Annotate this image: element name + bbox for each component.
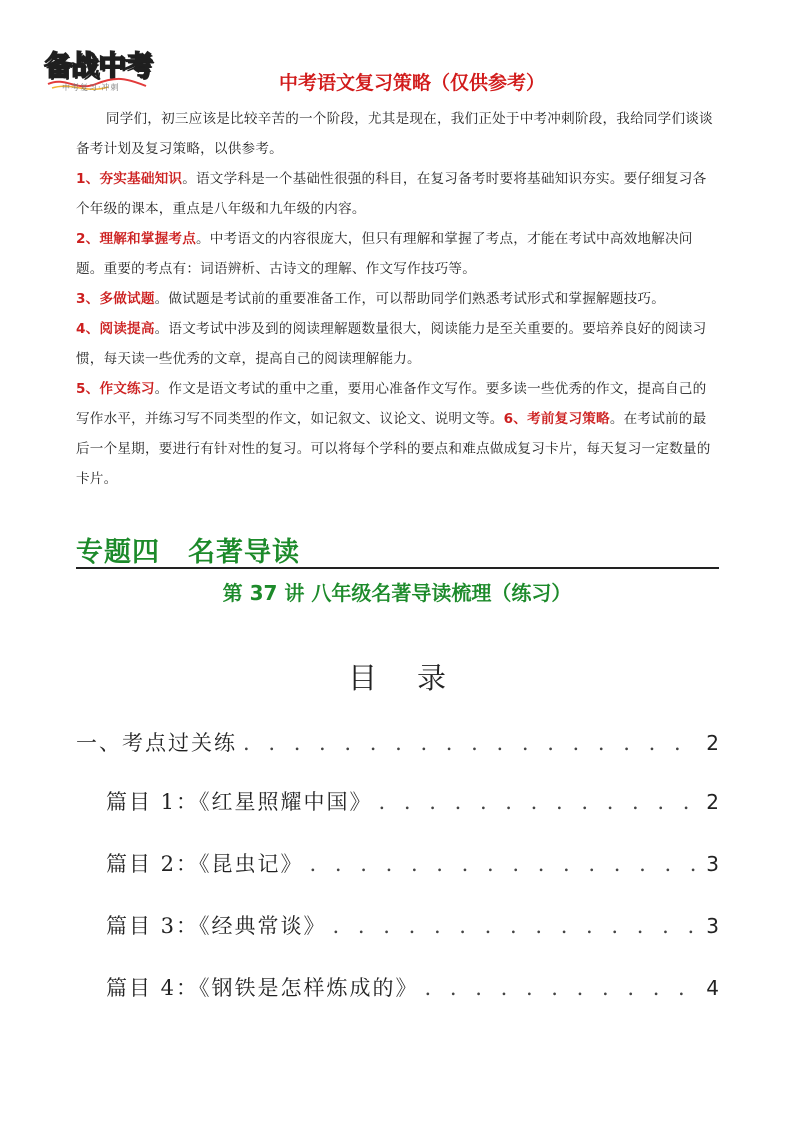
strategy-item-1	[76, 164, 720, 224]
item-number: 2、	[76, 231, 100, 247]
toc-entry-label: 篇目 1：《红星照耀中国》	[106, 790, 373, 814]
strategy-item-3	[76, 284, 720, 314]
item-number: 5、	[76, 381, 100, 397]
item-text: 。语文考试中涉及到的阅读理解题数量很大，阅读能力是至关重要的。要培养良好的阅读习惯，每天读一些优秀的文章，提高自己的阅读理解能力。	[76, 321, 707, 367]
toc-entry-label: 篇目 3：《经典常谈》	[106, 914, 327, 938]
toc-entry-page: 4	[706, 976, 719, 1000]
item-number: 4、	[76, 321, 100, 337]
intro-section	[76, 104, 720, 494]
toc-leader-dots	[379, 790, 701, 814]
lecture-title: 第 37 讲 八年级名著导读梳理（练习）	[222, 581, 572, 605]
toc-entry-label: 篇目 2：《昆虫记》	[106, 852, 304, 876]
item-keyword: 多做试题	[99, 291, 155, 307]
item-keyword: 阅读提高	[99, 321, 155, 337]
toc-entry-label: 一、考点过关练	[76, 731, 237, 755]
strategy-item-5	[76, 374, 720, 494]
item-keyword: 作文练习	[99, 381, 155, 397]
toc-title: 目录	[347, 661, 486, 695]
page-title: 中考语文复习策略（仅供参考）	[278, 72, 545, 94]
strategy-item-2	[76, 224, 720, 284]
item-text: 。中考语文的内容很庞大，但只有理解和掌握了考点，才能在考试中高效地解决问题。重要的考点有：词语辨析、古诗文的理解、作文写作技巧等。	[76, 231, 693, 277]
topic-title: 专题四 名著导读	[76, 537, 300, 568]
toc-entry-page: 3	[706, 852, 719, 876]
toc-leader-dots	[425, 976, 701, 1000]
toc-entry[interactable]	[106, 848, 719, 878]
item-number: 6、	[503, 411, 528, 427]
toc-entry-page: 2	[706, 790, 719, 814]
item-keyword: 考前复习策略	[527, 411, 610, 427]
toc-leader-dots	[243, 731, 700, 755]
item-text: 。做试题是考试前的重要准备工作，可以帮助同学们熟悉考试形式和掌握解题技巧。	[154, 291, 666, 307]
strategy-item-4	[76, 314, 720, 374]
toc-entry[interactable]	[76, 727, 719, 757]
toc-entry[interactable]	[106, 786, 719, 816]
toc-entry-page: 3	[706, 914, 719, 938]
toc-leader-dots	[333, 914, 701, 938]
item-number: 3、	[76, 291, 100, 307]
item-number: 1、	[76, 171, 100, 187]
item-text: 。语文学科是一个基础性很强的科目，在复习备考时要将基础知识夯实。要仔细复习各个年级的课本，重点是八年级和九年级的内容。	[76, 171, 707, 217]
toc-entry-label: 篇目 4：《钢铁是怎样炼成的》	[106, 976, 419, 1000]
toc-leader-dots	[310, 852, 701, 876]
item-keyword: 理解和掌握考点	[99, 231, 197, 247]
intro-paragraph: 同学们，初三应该是比较辛苦的一个阶段，尤其是现在，我们正处于中考冲刺阶段，我给同学们谈谈备考计划及复习策略，以供参考。	[76, 111, 713, 157]
logo-subtitle: 中考复习·冲刺	[62, 83, 120, 92]
topic-divider	[76, 567, 719, 569]
item-text: 。作文是语文考试的重中之重，要用心准备作文写作。要多读一些优秀的作文，提高自己的写作水平，并练习写不同类型的作文，如记叙文、议论文、说明文等。	[76, 381, 707, 427]
item-keyword: 夯实基础知识	[99, 171, 183, 187]
logo-text: 备战中考	[44, 49, 153, 82]
toc-entry[interactable]	[106, 910, 719, 940]
toc-entry-page: 2	[706, 731, 719, 755]
item-text: 。在考试前的最后一个星期，要进行有针对性的复习。可以将每个学科的要点和难点做成复习卡片，每天复习一定数量的卡片。	[76, 411, 711, 487]
toc-entry[interactable]	[106, 972, 719, 1002]
